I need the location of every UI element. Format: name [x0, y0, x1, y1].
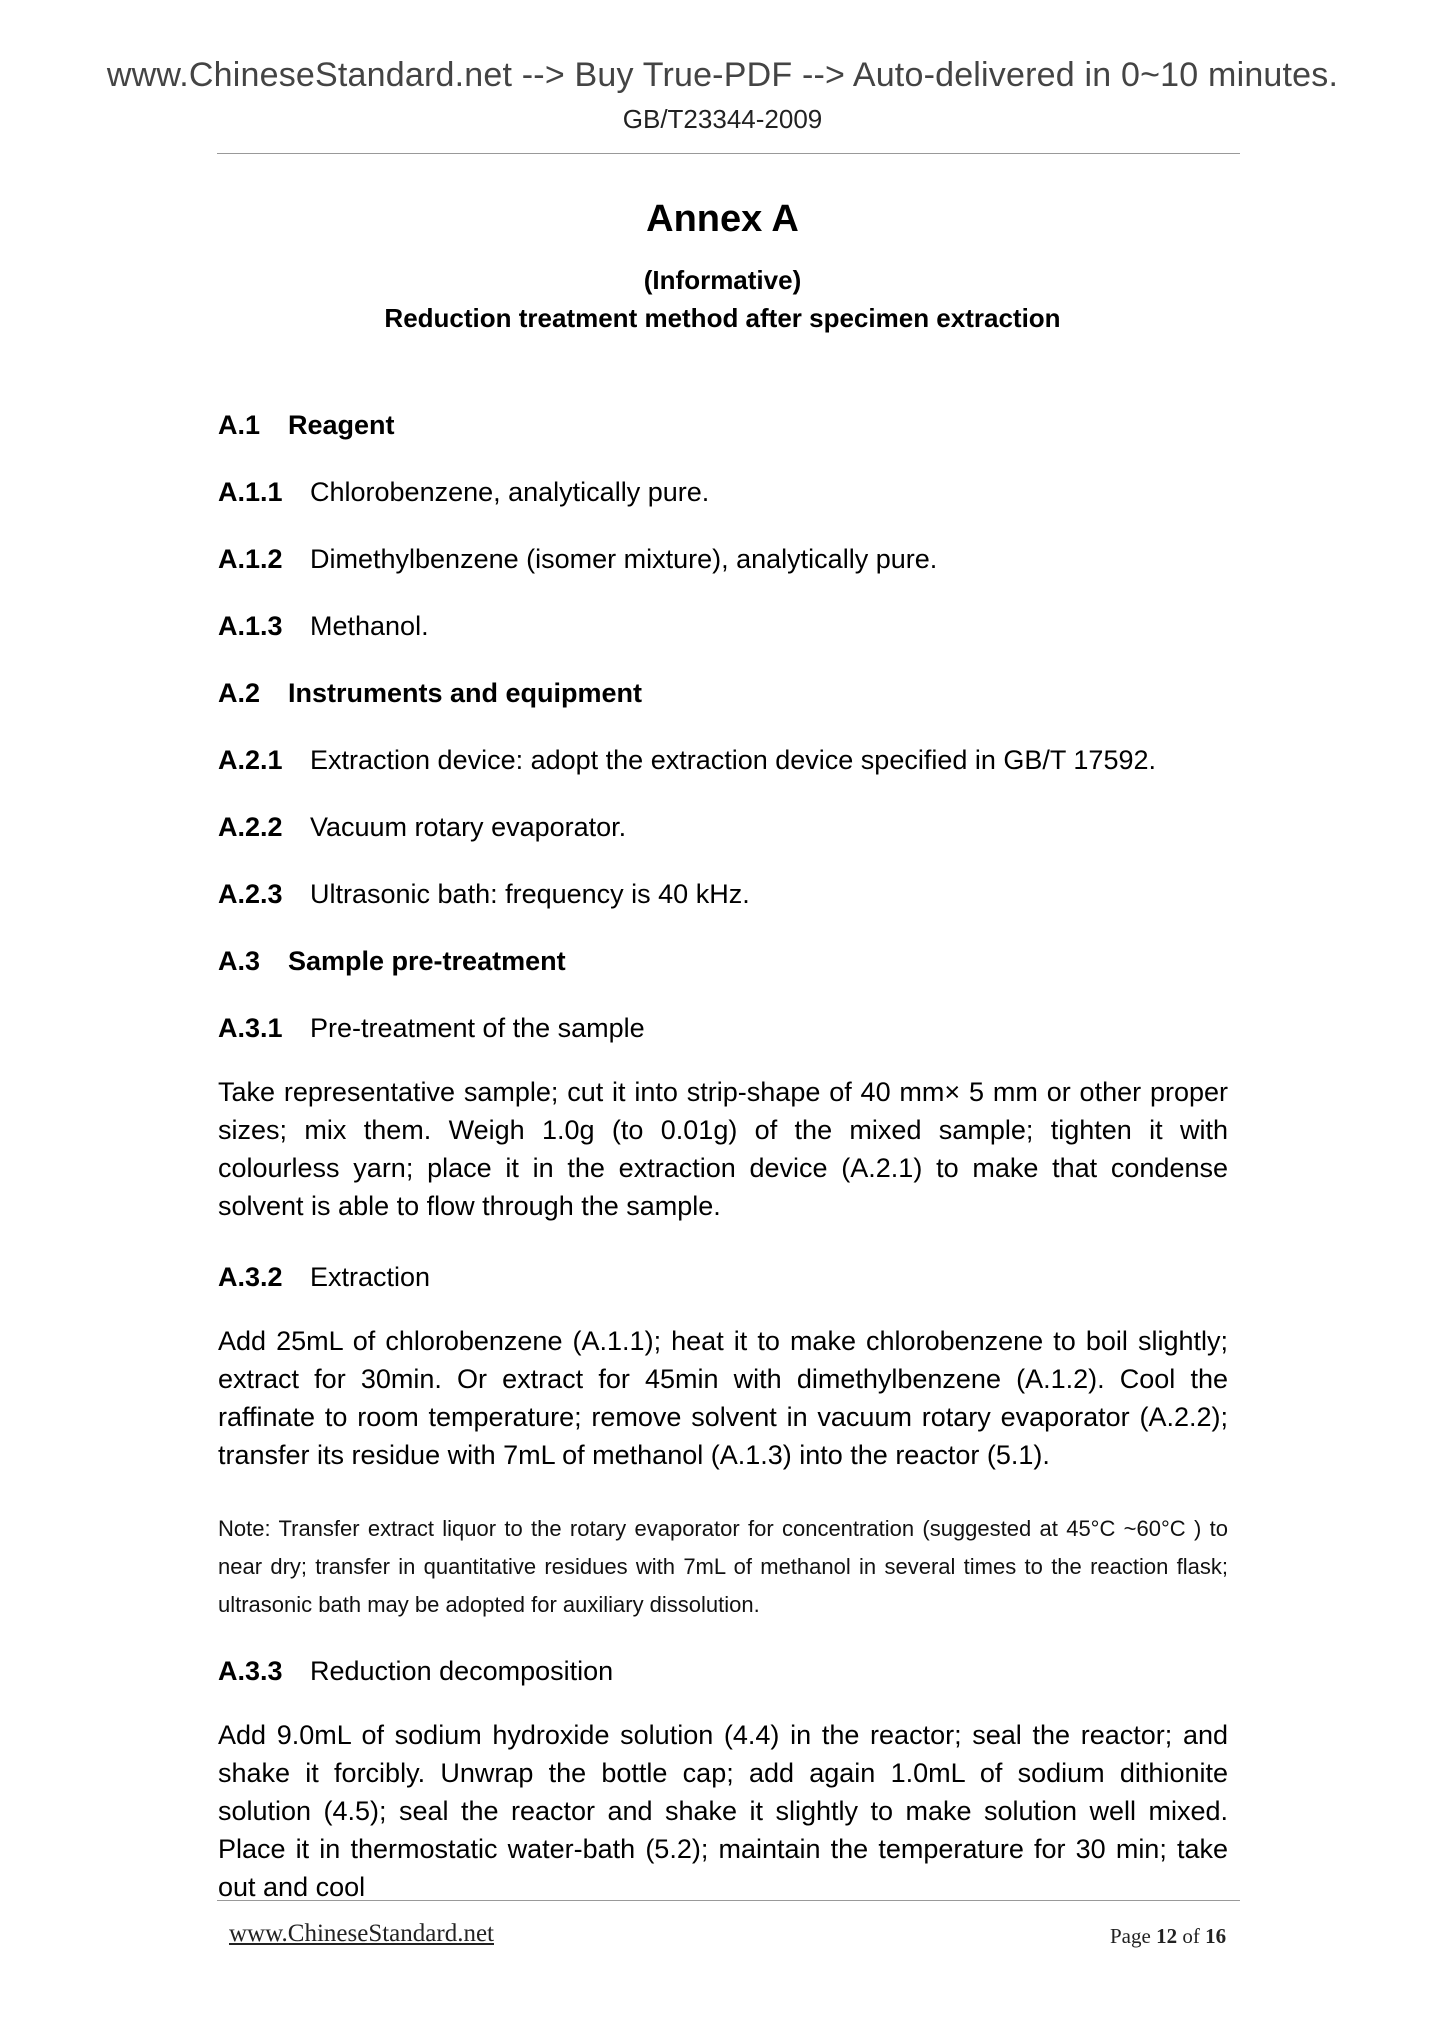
clause-number: A.2.3	[218, 879, 283, 909]
page-of-label: of	[1182, 1924, 1200, 1948]
clause-number: A.1.1	[218, 477, 283, 507]
clause-a1-3	[218, 611, 429, 642]
section-title: Instruments and equipment	[288, 678, 643, 708]
section-a1-heading	[218, 410, 395, 441]
clause-a2-1	[218, 745, 1156, 776]
clause-a2-3	[218, 879, 750, 910]
page-total: 16	[1205, 1924, 1227, 1948]
clause-text: Ultrasonic bath: frequency is 40 kHz.	[310, 879, 750, 909]
section-number: A.1	[218, 410, 261, 440]
document-id: GB/T23344-2009	[622, 104, 823, 134]
page-current: 12	[1156, 1924, 1178, 1948]
footer-divider	[217, 1900, 1240, 1901]
clause-number: A.3.3	[218, 1656, 283, 1686]
clause-text: Dimethylbenzene (isomer mixture), analytically pure.	[310, 544, 938, 574]
clause-text: Extraction device: adopt the extraction device specified in GB/T 17592.	[310, 745, 1156, 775]
clause-a3-3	[218, 1656, 613, 1687]
clause-text: Chlorobenzene, analytically pure.	[310, 477, 710, 507]
header-divider	[217, 153, 1240, 154]
header-banner: www.ChineseStandard.net --> Buy True-PDF --> Auto-delivered in 0~10 minutes.	[106, 56, 1339, 94]
clause-text: Extraction	[310, 1262, 431, 1292]
section-number: A.2	[218, 678, 261, 708]
clause-text: Reduction decomposition	[310, 1656, 614, 1686]
annex-type: (Informative)	[643, 265, 802, 295]
clause-number: A.2.2	[218, 812, 283, 842]
clause-text: Vacuum rotary evaporator.	[310, 812, 627, 842]
footer-website-link[interactable]: www.ChineseStandard.net	[229, 1920, 494, 1947]
section-title: Reagent	[288, 410, 395, 440]
clause-number: A.3.1	[218, 1013, 283, 1043]
page-number	[1110, 1924, 1226, 1949]
clause-number: A.2.1	[218, 745, 283, 775]
clause-a1-1	[218, 477, 709, 508]
paragraph-extraction: Add 25mL of chlorobenzene (A.1.1); heat it to make chlorobenzene to boil slightly; extract for 30min. Or extract for 45min with dimethylbenzene (A.1.2). Cool the raffinate to room temperature; remove solvent in vacuum rotary evaporator (A.2.2); transfer its residue with 7mL of methanol (A.1.3) into the reactor (5.1).	[218, 1326, 1228, 1470]
clause-text: Pre-treatment of the sample	[310, 1013, 645, 1043]
annex-subtitle: Reduction treatment method after specimen extraction	[384, 303, 1061, 333]
clause-number: A.1.2	[218, 544, 283, 574]
section-a2-heading	[218, 678, 642, 709]
section-title: Sample pre-treatment	[288, 946, 566, 976]
note-extraction: Note: Transfer extract liquor to the rotary evaporator for concentration (suggested at 45°C ~60°C ) to near dry; transfer in quantitative residues with 7mL of methanol in several times to the reaction flask; ultrasonic bath may be adopted for auxiliary dissolution.	[218, 1516, 1228, 1617]
clause-a3-1	[218, 1013, 645, 1044]
annex-title: Annex A	[646, 198, 799, 240]
section-a3-heading	[218, 946, 566, 977]
section-number: A.3	[218, 946, 261, 976]
paragraph-reduction-decomposition: Add 9.0mL of sodium hydroxide solution (4.4) in the reactor; seal the reactor; and shake it forcibly. Unwrap the bottle cap; add again 1.0mL of sodium dithionite solution (4.5); seal the reactor and shake it slightly to make solution well mixed. Place it in thermostatic water-bath (5.2); maintain the temperature for 30 min; take out and cool	[218, 1720, 1228, 1902]
page-label: Page	[1110, 1924, 1151, 1948]
clause-text: Methanol.	[310, 611, 429, 641]
clause-number: A.3.2	[218, 1262, 283, 1292]
clause-a1-2	[218, 544, 937, 575]
clause-a3-2	[218, 1262, 430, 1293]
paragraph-sample-pretreatment: Take representative sample; cut it into strip-shape of 40 mm× 5 mm or other proper sizes; mix them. Weigh 1.0g (to 0.01g) of the mixed sample; tighten it with colourless yarn; place it in the extraction device (A.2.1) to make that condense solvent is able to flow through the sample.	[218, 1077, 1228, 1221]
clause-a2-2	[218, 812, 626, 843]
clause-number: A.1.3	[218, 611, 283, 641]
